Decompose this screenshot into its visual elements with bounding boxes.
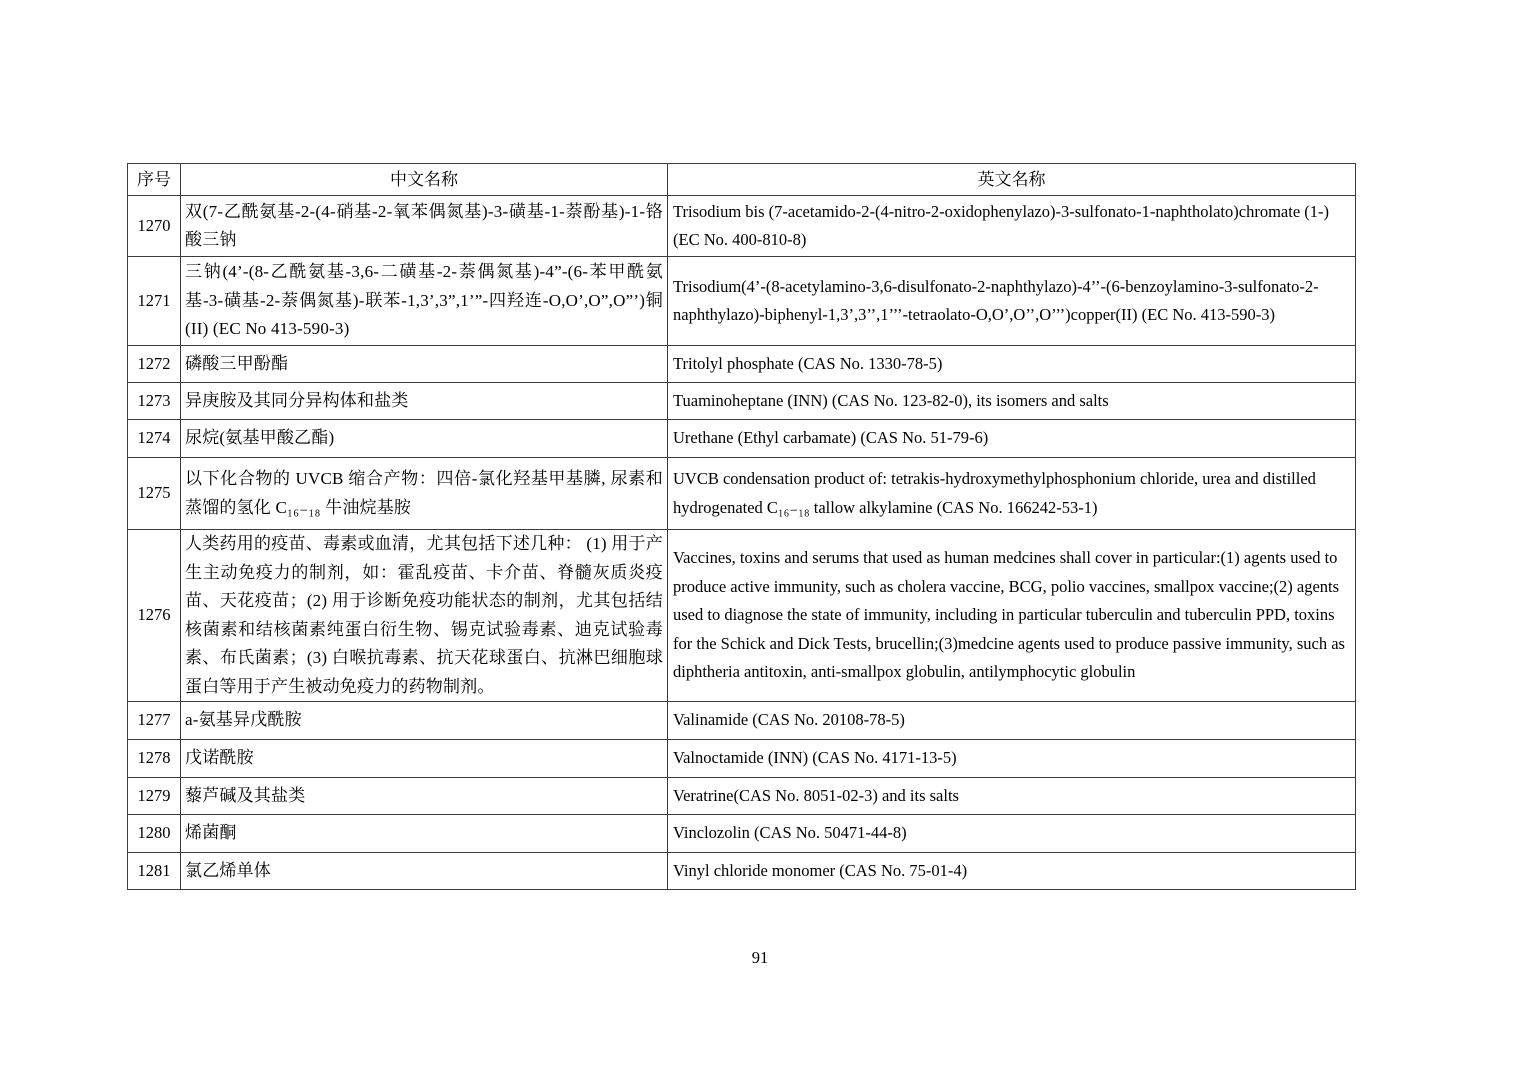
chinese-name-cell: 磷酸三甲酚酯 — [181, 346, 668, 383]
english-name-cell: Trisodium bis (7-acetamido-2-(4-nitro-2-oxidophenylazo)-3-sulfonato-1-naphtholato)chromate (1-) (EC No. 400-810-8) — [668, 196, 1356, 257]
table-row — [128, 196, 1356, 257]
chinese-name-cell: a-氨基异戊酰胺 — [181, 702, 668, 740]
chinese-name-cell: 以下化合物的 UVCB 缩合产物：四倍-氯化羟基甲基膦, 尿素和蒸馏的氢化 C₁₆₋₁₈ 牛油烷基胺 — [181, 458, 668, 530]
english-name-cell: UVCB condensation product of: tetrakis-hydroxymethylphosphonium chloride, urea and distilled hydrogenated C₁₆₋₁₈ tallow alkylamine (CAS No. 166242-53-1) — [668, 458, 1356, 530]
table-row — [128, 420, 1356, 458]
english-name-cell: Vinyl chloride monomer (CAS No. 75-01-4) — [668, 853, 1356, 890]
chinese-name-cell: 氯乙烯单体 — [181, 853, 668, 890]
serial-number-cell: 1274 — [128, 420, 181, 458]
chinese-name-cell: 三钠(4’-(8-乙酰氨基-3,6-二磺基-2-萘偶氮基)-4”-(6-苯甲酰氨基-3-磺基-2-萘偶氮基)-联苯-1,3’,3”,1’”-四羟连-O,O’,O”,O”’)铜(II) (EC No 413-590-3) — [181, 257, 668, 346]
english-name-cell: Valnoctamide (INN) (CAS No. 4171-13-5) — [668, 740, 1356, 778]
english-name-cell: Vaccines, toxins and serums that used as human medcines shall cover in particular:(1) agents used to produce active immunity, such as cholera vaccine, BCG, polio vaccines, smallpox vaccine;(2) agents used to diagnose the state of immunity, including in particular tuberculin and tuberculin PPD, toxins for the Schick and Dick Tests, brucellin;(3)medcine agents used to produce passive immunity, such as diphtheria antitoxin, anti-smallpox globulin, antilymphocytic globulin — [668, 530, 1356, 702]
table-row — [128, 853, 1356, 890]
table-row — [128, 383, 1356, 420]
serial-number-cell: 1273 — [128, 383, 181, 420]
english-name-cell: Valinamide (CAS No. 20108-78-5) — [668, 702, 1356, 740]
page-number: 91 — [751, 948, 769, 967]
header-serial-number: 序号 — [128, 164, 181, 196]
serial-number-cell: 1281 — [128, 853, 181, 890]
serial-number-cell: 1279 — [128, 778, 181, 815]
serial-number-cell: 1276 — [128, 530, 181, 702]
chinese-name-cell: 尿烷(氨基甲酸乙酯) — [181, 420, 668, 458]
serial-number-cell: 1278 — [128, 740, 181, 778]
table-row — [128, 815, 1356, 853]
chinese-name-cell: 人类药用的疫苗、毒素或血清，尤其包括下述几种： (1) 用于产生主动免疫力的制剂，如：霍乱疫苗、卡介苗、脊髓灰质炎疫苗、天花疫苗；(2) 用于诊断免疫功能状态的制剂，尤其包括结核菌素和结核菌素纯蛋白衍生物、锡克试验毒素、迪克试验毒素、布氏菌素；(3) 白喉抗毒素、抗天花球蛋白、抗淋巴细胞球蛋白等用于产生被动免疫力的药物制剂。 — [181, 530, 668, 702]
serial-number-cell: 1270 — [128, 196, 181, 257]
english-name-cell: Urethane (Ethyl carbamate) (CAS No. 51-79-6) — [668, 420, 1356, 458]
table-row — [128, 778, 1356, 815]
header-english-name: 英文名称 — [668, 164, 1356, 196]
table-row — [128, 530, 1356, 702]
table-row — [128, 702, 1356, 740]
table-row — [128, 740, 1356, 778]
chinese-name-cell: 双(7-乙酰氨基-2-(4-硝基-2-氧苯偶氮基)-3-磺基-1-萘酚基)-1-铬酸三钠 — [181, 196, 668, 257]
chinese-name-cell: 异庚胺及其同分异构体和盐类 — [181, 383, 668, 420]
english-name-cell: Veratrine(CAS No. 8051-02-3) and its salts — [668, 778, 1356, 815]
header-chinese-name: 中文名称 — [181, 164, 668, 196]
table-header-row — [128, 164, 1356, 196]
prohibited-substances-table — [127, 163, 1356, 890]
chinese-name-cell: 烯菌酮 — [181, 815, 668, 853]
serial-number-cell: 1272 — [128, 346, 181, 383]
table-row — [128, 346, 1356, 383]
english-name-cell: Tritolyl phosphate (CAS No. 1330-78-5) — [668, 346, 1356, 383]
english-name-cell: Vinclozolin (CAS No. 50471-44-8) — [668, 815, 1356, 853]
english-name-cell: Trisodium(4’-(8-acetylamino-3,6-disulfonato-2-naphthylazo)-4’’-(6-benzoylamino-3-sulfonato-2-naphthylazo)-biphenyl-1,3’,3’’,1’’’-tetraolato-O,O’,O’’,O’’’)copper(II) (EC No. 413-590-3) — [668, 257, 1356, 346]
table-row — [128, 257, 1356, 346]
serial-number-cell: 1277 — [128, 702, 181, 740]
english-name-cell: Tuaminoheptane (INN) (CAS No. 123-82-0), its isomers and salts — [668, 383, 1356, 420]
serial-number-cell: 1275 — [128, 458, 181, 530]
chinese-name-cell: 藜芦碱及其盐类 — [181, 778, 668, 815]
serial-number-cell: 1271 — [128, 257, 181, 346]
table-row — [128, 458, 1356, 530]
serial-number-cell: 1280 — [128, 815, 181, 853]
chinese-name-cell: 戊诺酰胺 — [181, 740, 668, 778]
